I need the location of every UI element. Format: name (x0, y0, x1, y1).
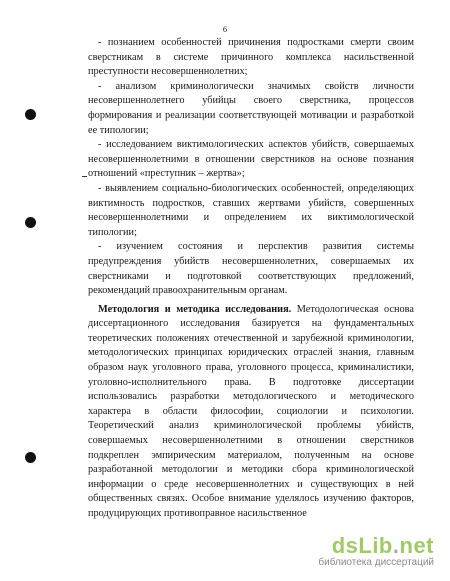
watermark-logo (332, 533, 434, 559)
methodology-paragraph (88, 303, 414, 522)
methodology-text: Методологическая основа диссертационного исследования базируется на фундаментальных теоретических положениях отечественной и зарубежной криминологии, методологических принципах юридических отраслей знания, главным образом наук уголовного права, уголовного процесса, криминалистики, уголовно-исполнительного права. В подготовке диссертации использовались разработки методологического и методического характера в области философии, социологии и психологии. Теоретический анализ криминологической проблемы убийств, совершаемых несовершеннолетними в отношении сверстников подкреплен эмпирическим материалом, полученным на основе разработанной методологии и методики сбора криминологической информации о среде несовершеннолетних и существующих в ней общественных связях. Особое внимание уделялось изучению факторов, продуцирующих противоправное насильственное (88, 303, 414, 519)
watermark-logo-main: dsLib (331, 533, 393, 558)
bullet-item: - изучением состояния и перспектив развития системы предупреждения убийств несовершеннолетних, совершаемых их сверстниками и подготовкой соответствующих предложений, рекомендаций правоохранительным органам. (88, 241, 414, 297)
watermark (314, 533, 434, 569)
punch-hole-bottom (25, 452, 36, 463)
page-number: 6 (222, 24, 228, 34)
methodology-heading: Методология и методика исследования. (98, 303, 292, 315)
bullet-item: - познанием особенностей причинения подростками смерти своим сверстникам в системе причинного комплекса насильственной преступности несовершеннолетних; (88, 37, 414, 78)
margin-mark (82, 176, 87, 177)
bullet-item: - выявлением социально-биологических особенностей, определяющих виктимность подростков, ставших жертвами убийств, совершенных несовершеннолетними и определением их виктимологической типологии; (88, 182, 414, 238)
watermark-logo-tld: net (399, 533, 434, 558)
watermark-subtitle: библиотека диссертаций (318, 557, 434, 568)
watermark-logo-dot: . (392, 533, 400, 558)
punch-hole-top (25, 109, 36, 120)
bullet-item: - исследованием виктимологических аспектов убийств, совершаемых несовершеннолетними в отношении сверстников на основе познания отношений «преступник – жертва»; (88, 139, 414, 180)
bullet-item: - анализом криминологически значимых свойств личности несовершеннолетнего убийцы своего сверстника, процессов формирования и реализации соответствующей мотивации и разработкой ее типологии; (88, 80, 414, 136)
punch-hole-middle (25, 217, 36, 228)
body-text (88, 36, 414, 522)
